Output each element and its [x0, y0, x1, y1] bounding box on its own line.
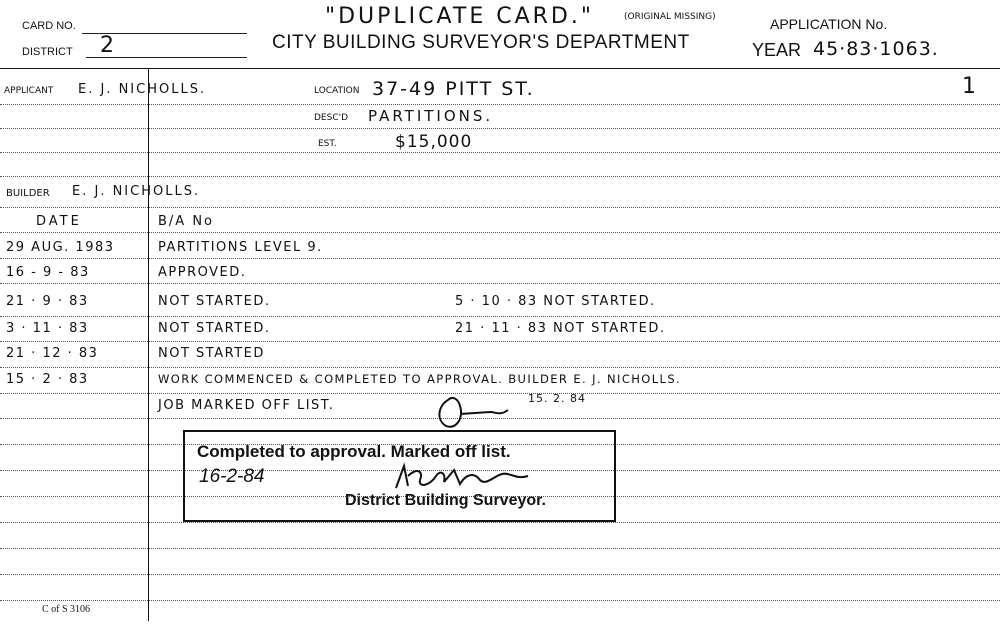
log-row	[0, 294, 1000, 316]
surveyor-signature	[390, 462, 540, 494]
ba-number-header: B/A No	[158, 214, 215, 229]
ruled-line	[0, 176, 1000, 177]
log-entry: NOT STARTED	[158, 346, 265, 361]
corner-mark: 1	[962, 74, 976, 99]
ruled-line	[0, 316, 1000, 317]
log-entry: APPROVED.	[158, 265, 247, 280]
log-date: 16 - 9 - 83	[6, 265, 90, 280]
stamp-surveyor-title: District Building Surveyor.	[345, 492, 546, 509]
log-entry-secondary: 5 · 10 · 83 NOT STARTED.	[455, 294, 656, 309]
estimate-value: $15,000	[395, 132, 473, 152]
card-no-label: CARD NO.	[22, 20, 76, 32]
year-label: YEAR	[752, 40, 802, 60]
log-row	[0, 346, 1000, 368]
stamp-completed-text: Completed to approval. Marked off list.	[197, 442, 511, 461]
log-date: 29 AUG. 1983	[6, 240, 115, 255]
department-title: CITY BUILDING SURVEYOR'S DEPARTMENT	[272, 32, 690, 53]
ruled-line	[0, 574, 1000, 575]
description-value: PARTITIONS.	[368, 107, 494, 125]
margin-date: 15. 2. 84	[528, 392, 586, 405]
duplicate-card-note: "DUPLICATE CARD."	[325, 4, 594, 29]
log-date: 3 · 11 · 83	[6, 321, 89, 336]
log-entry: PARTITIONS LEVEL 9.	[158, 240, 323, 255]
district-value: 2	[100, 33, 114, 58]
log-entry: JOB MARKED OFF LIST.	[158, 398, 335, 413]
form-code: C of S 3106	[42, 604, 91, 615]
completion-stamp	[183, 430, 616, 522]
ruled-line	[0, 548, 1000, 549]
log-date: 21 · 9 · 83	[6, 294, 89, 309]
applicant-value: E. J. NICHOLLS.	[78, 82, 207, 97]
log-date: 15 · 2 · 83	[6, 372, 89, 387]
district-label: DISTRICT	[22, 46, 73, 58]
estimate-label: EST.	[318, 139, 337, 149]
log-entry: WORK COMMENCED & COMPLETED TO APPROVAL. BUILDER E. J. NICHOLLS.	[158, 372, 682, 386]
log-row	[0, 265, 1000, 287]
location-value: 37-49 PITT ST.	[372, 78, 535, 100]
builder-value: E. J. NICHOLLS.	[72, 184, 201, 199]
application-label: APPLICATION No.	[770, 16, 888, 32]
ruled-line	[0, 232, 1000, 233]
ruled-line	[0, 207, 1000, 208]
original-missing-note: (ORIGINAL MISSING)	[624, 12, 716, 22]
builder-label: BUILDER	[6, 188, 50, 199]
ruled-line	[0, 522, 1000, 523]
log-date: 21 · 12 · 83	[6, 346, 99, 361]
header-rule	[0, 68, 1000, 69]
stamp-date: 16-2-84	[199, 466, 265, 487]
applicant-label: APPLICANT	[4, 86, 54, 96]
log-row	[0, 372, 1000, 394]
log-entry: NOT STARTED.	[158, 294, 271, 309]
margin-line	[148, 68, 149, 621]
location-label: LOCATION	[314, 86, 360, 96]
log-entry-secondary: 21 · 11 · 83 NOT STARTED.	[455, 321, 666, 336]
log-row	[0, 321, 1000, 343]
ruled-line	[0, 104, 1000, 105]
log-row	[0, 240, 1000, 262]
description-label: DESC'D	[314, 113, 349, 123]
application-number: 45·83·1063.	[813, 38, 939, 60]
log-entry: NOT STARTED.	[158, 321, 271, 336]
initials-signature	[430, 392, 520, 432]
ruled-line	[0, 600, 1000, 601]
ruled-line	[0, 152, 1000, 153]
ruled-line	[0, 128, 1000, 129]
date-header: DATE	[36, 214, 82, 229]
